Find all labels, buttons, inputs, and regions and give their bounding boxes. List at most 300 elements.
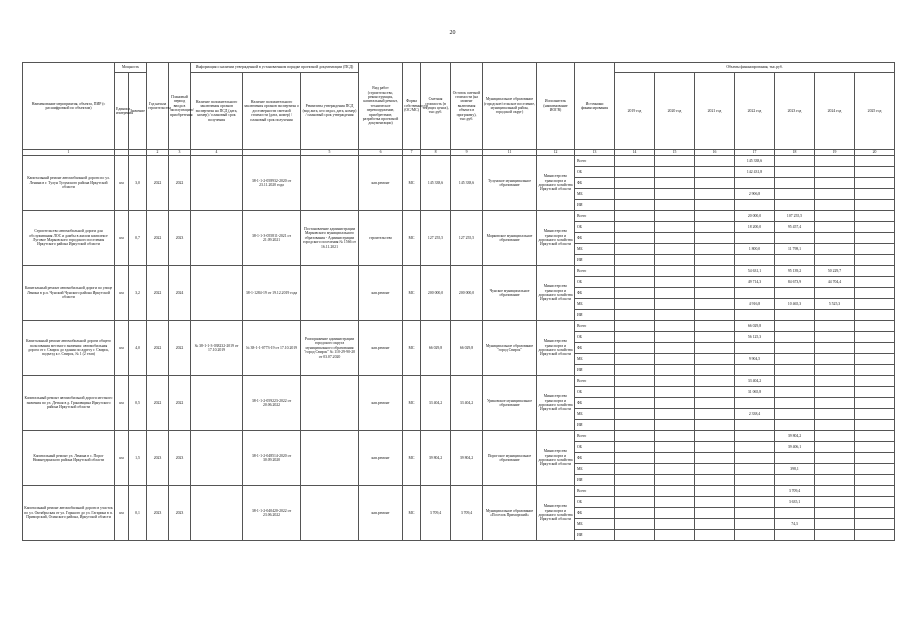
funding-amount: [655, 354, 695, 365]
funding-amount: [655, 442, 695, 453]
funding-amount: [695, 178, 735, 189]
funding-amount: [615, 464, 655, 475]
object-name: Капитальный ремонт ул. Ленина в с. Порог Нижнеудинского района Иркутской области: [23, 431, 115, 486]
funding-amount: [695, 167, 735, 178]
funding-amount: [855, 211, 895, 222]
col-index: 9: [451, 150, 483, 156]
header-ownership: Форма собственности (ОС/МС): [403, 63, 421, 150]
funding-source: ОБ: [575, 497, 615, 508]
funding-amount: [815, 189, 855, 200]
funding-amount: [775, 189, 815, 200]
funding-amount: [615, 508, 655, 519]
work-type: кап.ремонт: [359, 266, 403, 321]
funding-amount: [615, 365, 655, 376]
funding-amount: [615, 442, 655, 453]
funding-amount: [855, 519, 895, 530]
table-row: [23, 486, 895, 497]
funding-amount: [655, 167, 695, 178]
funding-amount: [855, 453, 895, 464]
planned-year: 2022: [169, 376, 191, 431]
ownership: МС: [403, 211, 421, 266]
unit-cell: км: [115, 156, 129, 211]
funding-amount: [815, 310, 855, 321]
funding-source: МБ: [575, 409, 615, 420]
work-type: кап.ремонт: [359, 376, 403, 431]
funding-amount: [855, 387, 895, 398]
funding-amount: [815, 431, 855, 442]
funding-amount: 39 804,2: [775, 431, 815, 442]
funding-amount: [815, 321, 855, 332]
work-type: кап.ремонт: [359, 321, 403, 376]
funding-amount: [775, 387, 815, 398]
funding-amount: [855, 343, 895, 354]
funding-amount: 50 229,7: [815, 266, 855, 277]
funding-amount: [775, 167, 815, 178]
funding-amount: [735, 519, 775, 530]
funding-amount: [615, 519, 655, 530]
remaining-cost: 127 255,5: [451, 211, 483, 266]
funding-amount: 145 338,6: [735, 156, 775, 167]
remaining-cost: 200 000,0: [451, 266, 483, 321]
funding-source: ФБ: [575, 178, 615, 189]
funding-source: ФБ: [575, 508, 615, 519]
start-year: 2022: [147, 156, 169, 211]
estimated-cost: 127 255,5: [421, 211, 451, 266]
funding-amount: [615, 376, 655, 387]
object-name: Капитальный ремонт автомобильной дороги в участок по ул. Октябрьская от ул. Горького до ул. Гагарина в п. Приморский, Осинского района, Иркутской области: [23, 486, 115, 541]
funding-amount: [695, 332, 735, 343]
work-type: кап.ремонт: [359, 486, 403, 541]
funding-amount: [615, 387, 655, 398]
funding-amount: [615, 530, 655, 541]
funding-source: Всего: [575, 211, 615, 222]
funding-amount: [815, 156, 855, 167]
remaining-cost: 39 804,2: [451, 431, 483, 486]
funding-amount: 39 406,1: [775, 442, 815, 453]
funding-amount: 398,1: [775, 464, 815, 475]
table-row: [23, 321, 895, 332]
funding-amount: [695, 409, 735, 420]
col-index: 19: [815, 150, 855, 156]
funding-amount: [695, 508, 735, 519]
funding-source: ФБ: [575, 453, 615, 464]
funding-amount: [735, 310, 775, 321]
col-index: 8: [421, 150, 451, 156]
executor: Министерство транспорта и дорожного хозяйства Иркутской области: [537, 431, 575, 486]
funding-amount: [855, 354, 895, 365]
funding-amount: [855, 178, 895, 189]
funding-amount: [695, 442, 735, 453]
funding-amount: 2 338,4: [735, 409, 775, 420]
funding-amount: [695, 453, 735, 464]
header-municipality: Муниципальное образование (городское/сельское поселение, муниципальный район, городской округ): [483, 63, 537, 150]
funding-amount: [655, 508, 695, 519]
funding-amount: [855, 376, 895, 387]
funding-amount: [655, 431, 695, 442]
municipality: Муниципальное образование "город Свирск": [483, 321, 537, 376]
funding-source: Всего: [575, 156, 615, 167]
funding-amount: [735, 365, 775, 376]
funding-amount: [855, 277, 895, 288]
funding-source: ОБ: [575, 387, 615, 398]
funding-amount: 95 457,4: [775, 222, 815, 233]
funding-amount: 107 255,5: [775, 211, 815, 222]
funding-amount: [695, 464, 735, 475]
unit-cell: км: [115, 266, 129, 321]
start-year: 2022: [147, 211, 169, 266]
funding-table: [22, 62, 895, 541]
funding-amount: [815, 409, 855, 420]
header-executor: Исполнитель (наименование ИОГВ): [537, 63, 575, 150]
funding-amount: [615, 200, 655, 211]
reliability-conclusion: 38-1-1-2-059223-2022 от 20.06.2022: [243, 376, 301, 431]
funding-source: ОБ: [575, 222, 615, 233]
funding-amount: [855, 464, 895, 475]
ownership: МС: [403, 266, 421, 321]
funding-amount: 3 635,1: [775, 497, 815, 508]
funding-amount: [855, 288, 895, 299]
funding-amount: [655, 266, 695, 277]
funding-amount: [655, 464, 695, 475]
funding-source: ИИ: [575, 475, 615, 486]
funding-amount: [615, 277, 655, 288]
planned-year: 2023: [169, 431, 191, 486]
funding-source: ФБ: [575, 343, 615, 354]
municipality: Уриковское муниципальное образование: [483, 376, 537, 431]
funding-amount: [775, 288, 815, 299]
funding-source: ИИ: [575, 255, 615, 266]
executor: Министерство транспорта и дорожного хозяйства Иркутской области: [537, 211, 575, 266]
funding-amount: [655, 189, 695, 200]
funding-amount: 1 800,0: [735, 244, 775, 255]
funding-amount: [655, 530, 695, 541]
header-planned-year: Плановый период ввода в эксплуатацию/приобретения: [169, 63, 191, 150]
col-index: 12: [537, 150, 575, 156]
funding-amount: [615, 244, 655, 255]
funding-source: ФБ: [575, 288, 615, 299]
funding-amount: [815, 288, 855, 299]
funding-amount: [615, 266, 655, 277]
funding-amount: [815, 464, 855, 475]
funding-amount: [815, 442, 855, 453]
funding-amount: [855, 310, 895, 321]
table-row: [23, 266, 895, 277]
funding-amount: [655, 475, 695, 486]
funding-amount: [855, 420, 895, 431]
funding-amount: 31 065,8: [735, 387, 775, 398]
funding-amount: 49 714,3: [735, 277, 775, 288]
funding-source: Всего: [575, 431, 615, 442]
estimated-cost: 200 000,0: [421, 266, 451, 321]
col-index: 4: [191, 150, 243, 156]
funding-amount: 95 139,2: [775, 266, 815, 277]
funding-amount: [855, 332, 895, 343]
funding-amount: [695, 398, 735, 409]
object-name: Капитальный ремонт автомобильной дороги местного значения по ул. Деткая в д. Грановщина Иркутского района Иркутской области: [23, 376, 115, 431]
funding-amount: [815, 354, 855, 365]
table-row: [23, 211, 895, 222]
unit-cell: км: [115, 486, 129, 541]
funding-amount: [695, 211, 735, 222]
table-row: [23, 431, 895, 442]
funding-amount: [655, 310, 695, 321]
funding-amount: [655, 321, 695, 332]
header-year: 2023 год: [775, 73, 815, 150]
object-name: Капитальный ремонт автомобильной дороги по улице Ленина в р.п. Чунский Чунского района Иркутской области: [23, 266, 115, 321]
funding-amount: 142 431,8: [735, 167, 775, 178]
funding-amount: [615, 453, 655, 464]
funding-amount: [855, 189, 895, 200]
executor: Министерство транспорта и дорожного хозяйства Иркутской области: [537, 321, 575, 376]
funding-amount: [695, 365, 735, 376]
psd-details: Распоряжение администрации городского округа муниципального образования "город Свирск" № 110-29-90-20 от 03.07.2020: [301, 321, 359, 376]
estimated-cost: 3 709,4: [421, 486, 451, 541]
municipality: Чунское муниципальное образование: [483, 266, 537, 321]
start-year: 2022: [147, 266, 169, 321]
funding-amount: [695, 321, 735, 332]
planned-year: 2022: [169, 321, 191, 376]
col-index: 11: [483, 150, 537, 156]
funding-amount: [695, 277, 735, 288]
planned-year: 2022: [169, 156, 191, 211]
funding-amount: [655, 343, 695, 354]
reliability-conclusion: № 38-1-1-0773-19 от 17.10.2019: [243, 321, 301, 376]
funding-amount: 10 465,3: [775, 299, 815, 310]
planned-year: 2023: [169, 211, 191, 266]
col-index: 16: [695, 150, 735, 156]
funding-source: ИИ: [575, 310, 615, 321]
funding-source: ОБ: [575, 332, 615, 343]
funding-amount: 2 906,8: [735, 189, 775, 200]
executor: Министерство транспорта и дорожного хозяйства Иркутской области: [537, 156, 575, 211]
power-value: 0,7: [129, 211, 147, 266]
header-power: Мощность: [115, 63, 147, 73]
funding-amount: [735, 530, 775, 541]
funding-amount: [855, 156, 895, 167]
funding-amount: [655, 178, 695, 189]
funding-amount: [655, 420, 695, 431]
funding-amount: [615, 299, 655, 310]
funding-source: Всего: [575, 486, 615, 497]
funding-amount: 5 525,3: [815, 299, 855, 310]
funding-source: ФБ: [575, 233, 615, 244]
col-index: 18: [775, 150, 815, 156]
funding-amount: [815, 530, 855, 541]
funding-source: МБ: [575, 189, 615, 200]
funding-amount: [615, 178, 655, 189]
funding-amount: [775, 354, 815, 365]
start-year: 2023: [147, 431, 169, 486]
psd-details: Постановление администрации Марковского муниципального образования - Администрации городского поселения № 1566 от 16.11.2021: [301, 211, 359, 266]
header-remaining-cost: Остаток сметной стоимости (на момент включения объекта в программу), тыс.руб.: [451, 63, 483, 150]
funding-amount: [815, 167, 855, 178]
funding-amount: [655, 398, 695, 409]
funding-amount: [655, 519, 695, 530]
funding-amount: 4 916,8: [735, 299, 775, 310]
psd-details: [301, 266, 359, 321]
funding-source: Всего: [575, 321, 615, 332]
object-name: Строительство автомобильной дороги для обслуживания ЛОС и дамбы в жилом комплексе Луговое Марковского городского поселения Иркутского района Иркутской области: [23, 211, 115, 266]
ownership: МС: [403, 376, 421, 431]
col-index: 3: [169, 150, 191, 156]
funding-amount: [615, 398, 655, 409]
ownership: МС: [403, 156, 421, 211]
col-index: 6: [359, 150, 403, 156]
funding-amount: [695, 475, 735, 486]
funding-amount: [815, 475, 855, 486]
power-value: 0,1: [129, 486, 147, 541]
funding-amount: 3 709,4: [775, 486, 815, 497]
funding-amount: [615, 343, 655, 354]
positive-conclusion: № 38-1-1-3-038232-2019 от 17.10.2019: [191, 321, 243, 376]
funding-amount: [775, 420, 815, 431]
funding-amount: [655, 222, 695, 233]
col-index: 14: [615, 150, 655, 156]
unit-cell: км: [115, 431, 129, 486]
start-year: 2023: [147, 486, 169, 541]
funding-amount: [815, 233, 855, 244]
municipality: Тулунское муниципальное образование: [483, 156, 537, 211]
funding-amount: [655, 299, 695, 310]
funding-amount: [655, 233, 695, 244]
psd-details: [301, 156, 359, 211]
funding-amount: [655, 376, 695, 387]
funding-amount: [775, 310, 815, 321]
funding-amount: [615, 354, 655, 365]
work-type: кап.ремонт: [359, 156, 403, 211]
col-index: 13: [575, 150, 615, 156]
funding-amount: [775, 321, 815, 332]
funding-amount: [615, 255, 655, 266]
funding-source: МБ: [575, 464, 615, 475]
funding-amount: [655, 277, 695, 288]
header-sources: Источники финансирования: [575, 63, 615, 150]
funding-amount: [695, 519, 735, 530]
unit-cell: км: [115, 321, 129, 376]
start-year: 2022: [147, 321, 169, 376]
work-type: кап.ремонт: [359, 431, 403, 486]
funding-amount: [855, 167, 895, 178]
funding-amount: [775, 332, 815, 343]
funding-amount: [735, 233, 775, 244]
remaining-cost: 33 404,2: [451, 376, 483, 431]
funding-amount: [735, 508, 775, 519]
planned-year: 2023: [169, 486, 191, 541]
funding-amount: [815, 420, 855, 431]
table-row: [23, 156, 895, 167]
header-psd-details: Реквизиты утверждения ПСД (вид акта, кто издал, дата, номер) / плановый срок утверждения: [301, 73, 359, 150]
funding-amount: [775, 376, 815, 387]
funding-amount: [815, 343, 855, 354]
col-index: 15: [655, 150, 695, 156]
funding-amount: [775, 475, 815, 486]
funding-amount: 20 000,0: [735, 211, 775, 222]
funding-amount: [775, 530, 815, 541]
object-name: Капитальный ремонт автомобильной дороги общего пользования местного значения: автомобильная дорога от г. Свирск до здания по адресу г. Свирск, подъезд к г. Свирск, № 1 (2 этап): [23, 321, 115, 376]
funding-amount: [855, 233, 895, 244]
funding-amount: [775, 398, 815, 409]
funding-amount: [655, 332, 695, 343]
funding-amount: [615, 189, 655, 200]
funding-amount: [695, 497, 735, 508]
funding-amount: [815, 200, 855, 211]
funding-amount: 11 798,1: [775, 244, 815, 255]
funding-amount: [655, 244, 695, 255]
funding-amount: [735, 343, 775, 354]
funding-amount: [655, 387, 695, 398]
funding-amount: 18 200,0: [735, 222, 775, 233]
header-value: Значение: [129, 73, 147, 150]
header-work-type: Вид работ (строительство, реконструкция, капитальный ремонт, техническое перевооружение, приобретение, разработка проектной документации): [359, 63, 403, 150]
funding-amount: [815, 255, 855, 266]
estimated-cost: 39 804,2: [421, 431, 451, 486]
header-funding: Объемы финансирования, тыс.руб.: [615, 63, 895, 73]
funding-amount: [655, 409, 695, 420]
header-reliability-conclusion: Наличие положительного заключения органов экспертизы о достоверности сметной стоимости (дата, номер) / плановый срок получения: [243, 73, 301, 150]
funding-source: МБ: [575, 299, 615, 310]
funding-amount: [735, 255, 775, 266]
funding-amount: [775, 255, 815, 266]
funding-source: ОБ: [575, 167, 615, 178]
funding-amount: [775, 409, 815, 420]
funding-amount: [855, 255, 895, 266]
remaining-cost: 145 338,6: [451, 156, 483, 211]
reliability-conclusion: 38-1-1284-19 от 19.12.2019 года: [243, 266, 301, 321]
funding-amount: [735, 431, 775, 442]
work-type: строительство: [359, 211, 403, 266]
municipality: Муниципальное образование «Поселок Приморский»: [483, 486, 537, 541]
funding-amount: [775, 508, 815, 519]
municipality: Марковское муниципальное образование: [483, 211, 537, 266]
funding-amount: 54 631,1: [735, 266, 775, 277]
object-name: Капитальный ремонт автомобильной дороги по ул. Ленина в г. Тулун Тулунского района Иркутской области: [23, 156, 115, 211]
funding-amount: [655, 200, 695, 211]
funding-amount: [815, 486, 855, 497]
psd-details: [301, 486, 359, 541]
funding-amount: [855, 431, 895, 442]
funding-amount: [815, 178, 855, 189]
funding-source: ИИ: [575, 200, 615, 211]
executor: Министерство транспорта и дорожного хозяйства Иркутской области: [537, 376, 575, 431]
funding-amount: [615, 409, 655, 420]
funding-amount: [655, 453, 695, 464]
psd-details: [301, 376, 359, 431]
funding-amount: [855, 475, 895, 486]
funding-amount: [615, 167, 655, 178]
header-positive-conclusion: Наличие положительного заключения органов экспертизы на ПСД (дата, номер) / плановый срок получения: [191, 73, 243, 150]
funding-amount: [815, 508, 855, 519]
funding-amount: [695, 310, 735, 321]
funding-amount: [855, 365, 895, 376]
funding-amount: [815, 387, 855, 398]
header-name: Наименование мероприятия, объекта, ПИР (с расшифровкой по объектам): [23, 63, 115, 150]
reliability-conclusion: 38-1-1-3-055811-2021 от 21.09.2021: [243, 211, 301, 266]
funding-source: ОБ: [575, 277, 615, 288]
funding-amount: 33 404,2: [735, 376, 775, 387]
funding-amount: [695, 156, 735, 167]
unit-cell: км: [115, 376, 129, 431]
funding-source: ИИ: [575, 530, 615, 541]
funding-amount: [815, 244, 855, 255]
positive-conclusion: [191, 211, 243, 266]
funding-amount: [855, 321, 895, 332]
funding-amount: [695, 431, 735, 442]
executor: Министерство транспорта и дорожного хозяйства Иркутской области: [537, 266, 575, 321]
funding-amount: [815, 398, 855, 409]
psd-details: [301, 431, 359, 486]
funding-amount: [615, 310, 655, 321]
power-value: 4,0: [129, 321, 147, 376]
